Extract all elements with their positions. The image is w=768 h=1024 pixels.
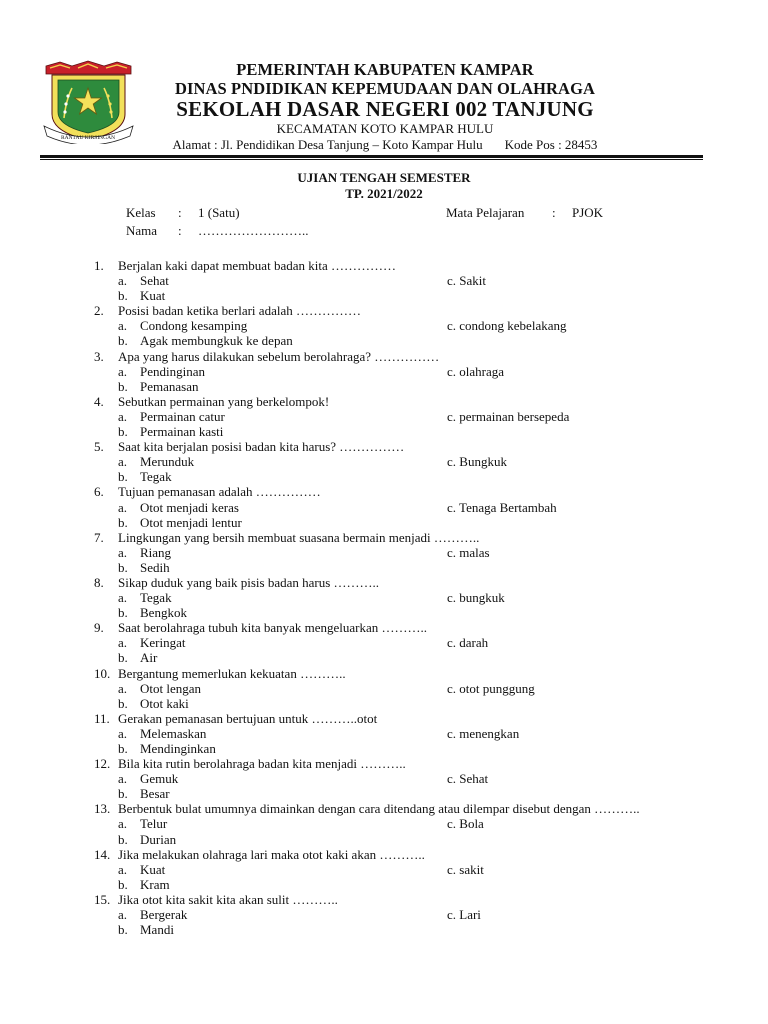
option-row — [94, 424, 694, 439]
letterhead-government: PEMERINTAH KABUPATEN KAMPAR — [236, 60, 534, 79]
option-b: Otot menjadi lentur — [140, 514, 242, 530]
question-text: Gerakan pemanasan bertujuan untuk ………..otot — [118, 710, 378, 726]
option-a: Pendinginan — [140, 363, 205, 379]
question-stem — [94, 801, 694, 816]
option-letter: a. — [118, 861, 128, 877]
question-item — [94, 666, 694, 711]
option-a: Riang — [140, 544, 172, 560]
option-letter: a. — [118, 363, 128, 379]
option-b: Mendinginkan — [140, 741, 216, 756]
option-row — [94, 364, 694, 379]
option-letter: a. — [118, 590, 128, 606]
question-text: Berbentuk bulat umumnya dimainkan dengan cara ditendang atau dilempar disebut dengan ……….. — [118, 801, 640, 817]
option-letter: b. — [118, 650, 128, 666]
question-item — [94, 484, 694, 529]
option-letter: b. — [118, 786, 128, 802]
option-row — [94, 288, 694, 303]
question-stem — [94, 711, 694, 726]
question-number: 9. — [94, 620, 104, 636]
option-b: Agak membungkuk ke depan — [140, 333, 293, 349]
question-number: 6. — [94, 484, 104, 500]
option-letter: b. — [118, 741, 128, 756]
question-text: Jika otot kita sakit kita akan sulit ……….. — [118, 891, 338, 907]
option-row — [94, 696, 694, 711]
option-a: Sehat — [140, 273, 169, 289]
question-number: 7. — [94, 529, 104, 545]
question-text: Sikap duduk yang baik pisis badan harus ……….. — [118, 574, 380, 590]
option-c: c. menengkan — [447, 725, 520, 741]
option-c: c. condong kebelakang — [447, 318, 567, 334]
option-a: Otot lengan — [140, 680, 202, 696]
question-text: Berjalan kaki dapat membuat badan kita …………… — [118, 258, 396, 273]
option-letter: b. — [118, 695, 128, 711]
question-number: 8. — [94, 574, 104, 590]
option-a: Telur — [140, 816, 168, 832]
option-row — [94, 590, 694, 605]
nama-blank: …………………….. — [198, 223, 309, 238]
question-text: Bila kita rutin berolahraga badan kita menjadi ……….. — [118, 756, 406, 772]
option-a: Otot menjadi keras — [140, 499, 239, 515]
question-list — [94, 258, 694, 937]
option-row — [94, 832, 694, 847]
question-stem — [94, 530, 694, 545]
question-text: Posisi badan ketika berlari adalah …………… — [118, 303, 361, 319]
option-letter: a. — [118, 816, 128, 832]
option-row — [94, 545, 694, 560]
question-item — [94, 575, 694, 620]
option-c: c. Lari — [447, 907, 481, 923]
question-number: 13. — [94, 801, 111, 817]
option-letter: b. — [118, 922, 128, 938]
option-letter: a. — [118, 544, 128, 560]
option-c: c. Bola — [447, 816, 484, 832]
option-row — [94, 726, 694, 741]
option-row — [94, 877, 694, 892]
letterhead-department: DINAS PNDIDIKAN KEPEMUDAAN DAN OLAHRAGA — [174, 79, 596, 98]
option-row — [94, 741, 694, 756]
option-b: Pemanasan — [140, 378, 199, 394]
option-c: c. bungkuk — [447, 590, 505, 606]
question-number: 15. — [94, 891, 111, 907]
question-item — [94, 620, 694, 665]
question-number: 5. — [94, 439, 104, 455]
mapel-colon: : — [552, 205, 556, 220]
option-row — [94, 635, 694, 650]
question-number: 11. — [94, 710, 110, 726]
option-b: Mandi — [140, 922, 174, 938]
mapel-value: PJOK — [572, 205, 604, 220]
option-a: Condong kesamping — [140, 318, 248, 334]
option-letter: b. — [118, 378, 128, 394]
option-row — [94, 681, 694, 696]
option-row — [94, 816, 694, 831]
option-letter: a. — [118, 635, 128, 651]
option-c: c. olahraga — [447, 363, 505, 379]
option-a: Gemuk — [140, 771, 179, 787]
question-stem — [94, 303, 694, 318]
option-row — [94, 318, 694, 333]
option-b: Otot kaki — [140, 695, 189, 711]
question-number: 1. — [94, 258, 104, 273]
option-c: c. Bungkuk — [447, 454, 507, 470]
question-item — [94, 711, 694, 756]
option-row — [94, 379, 694, 394]
option-letter: b. — [118, 559, 128, 575]
option-letter: a. — [118, 499, 128, 515]
student-info — [0, 205, 768, 241]
option-letter: b. — [118, 605, 128, 621]
option-row — [94, 515, 694, 530]
option-a: Keringat — [140, 635, 186, 651]
question-item — [94, 349, 694, 394]
option-row — [94, 273, 694, 288]
letterhead-divider — [40, 155, 703, 160]
option-row — [94, 786, 694, 801]
option-letter: b. — [118, 831, 128, 847]
option-c: c. Tenaga Bertambah — [447, 499, 557, 515]
kelas-label: Kelas — [126, 205, 156, 220]
option-row — [94, 333, 694, 348]
question-number: 14. — [94, 846, 111, 862]
logo-motto: RANTAU KIRSINGAN — [60, 135, 116, 141]
option-b: Tegak — [140, 469, 172, 485]
option-letter: b. — [118, 424, 128, 440]
option-a: Kuat — [140, 861, 166, 877]
letterhead — [130, 60, 640, 152]
question-stem — [94, 349, 694, 364]
option-row — [94, 560, 694, 575]
option-row — [94, 650, 694, 665]
option-b: Air — [140, 650, 158, 666]
option-row — [94, 409, 694, 424]
school-emblem-logo — [42, 60, 135, 144]
question-text: Saat berolahraga tubuh kita banyak mengeluarkan ……….. — [118, 620, 428, 636]
option-letter: a. — [118, 725, 128, 741]
question-stem — [94, 258, 694, 273]
option-c: c. sakit — [447, 861, 484, 877]
option-letter: a. — [118, 771, 128, 787]
question-stem — [94, 756, 694, 771]
question-stem — [94, 484, 694, 499]
option-c: c. malas — [447, 544, 490, 560]
option-b: Kuat — [140, 288, 166, 304]
option-letter: a. — [118, 273, 128, 289]
option-letter: b. — [118, 469, 128, 485]
question-number: 3. — [94, 348, 104, 364]
option-c: c. Sehat — [447, 771, 489, 787]
option-letter: b. — [118, 876, 128, 892]
option-b: Permainan kasti — [140, 424, 224, 440]
question-item — [94, 756, 694, 801]
question-item — [94, 439, 694, 484]
option-row — [94, 469, 694, 484]
option-b: Durian — [140, 831, 177, 847]
question-text: Sebutkan permainan yang berkelompok! — [118, 393, 330, 409]
option-letter: a. — [118, 907, 128, 923]
option-row — [94, 922, 694, 937]
option-row — [94, 771, 694, 786]
option-row — [94, 500, 694, 515]
option-c: c. permainan bersepeda — [447, 408, 570, 424]
mapel-label: Mata Pelajaran — [446, 205, 525, 220]
address-text: Alamat : Jl. Pendidikan Desa Tanjung – Koto Kampar Hulu — [172, 137, 483, 152]
option-letter: a. — [118, 318, 128, 334]
question-stem — [94, 620, 694, 635]
question-item — [94, 847, 694, 892]
option-a: Bergerak — [140, 907, 188, 923]
question-stem — [94, 892, 694, 907]
option-b: Bengkok — [140, 605, 187, 621]
question-number: 4. — [94, 393, 104, 409]
option-a: Melemaskan — [140, 725, 207, 741]
letterhead-school-name: SEKOLAH DASAR NEGERI 002 TANJUNG — [176, 97, 594, 121]
question-stem — [94, 575, 694, 590]
question-text: Saat kita berjalan posisi badan kita harus? …………… — [118, 439, 405, 455]
option-row — [94, 454, 694, 469]
question-text: Tujuan pemanasan adalah …………… — [118, 484, 321, 500]
option-letter: a. — [118, 680, 128, 696]
letterhead-address — [130, 137, 640, 152]
letterhead-district: KECAMATAN KOTO KAMPAR HULU — [276, 121, 494, 136]
question-item — [94, 258, 694, 303]
option-a: Permainan catur — [140, 408, 225, 424]
option-row — [94, 605, 694, 620]
option-b: Besar — [140, 786, 170, 802]
option-a: Tegak — [140, 590, 172, 606]
option-row — [94, 907, 694, 922]
option-letter: b. — [118, 288, 128, 304]
exam-year: TP. 2021/2022 — [345, 186, 423, 201]
question-number: 10. — [94, 665, 111, 681]
kelas-value: 1 (Satu) — [198, 205, 240, 220]
option-row — [94, 862, 694, 877]
question-number: 12. — [94, 756, 111, 772]
question-item — [94, 801, 694, 846]
option-a: Merunduk — [140, 454, 195, 470]
question-text: Apa yang harus dilakukan sebelum berolahraga? …………… — [118, 348, 440, 364]
question-text: Bergantung memerlukan kekuatan ……….. — [118, 665, 346, 681]
question-item — [94, 530, 694, 575]
option-c: c. darah — [447, 635, 489, 651]
option-c: c. Sakit — [447, 273, 486, 289]
exam-title-text: UJIAN TENGAH SEMESTER — [297, 170, 471, 185]
exam-title — [0, 170, 768, 202]
question-text: Lingkungan yang bersih membuat suasana bermain menjadi ……….. — [118, 529, 480, 545]
question-stem — [94, 394, 694, 409]
postal-code: Kode Pos : 28453 — [504, 137, 598, 152]
question-stem — [94, 847, 694, 862]
question-item — [94, 303, 694, 348]
option-letter: b. — [118, 514, 128, 530]
question-item — [94, 892, 694, 937]
option-letter: a. — [118, 454, 128, 470]
option-letter: a. — [118, 408, 128, 424]
nama-label: Nama — [126, 223, 158, 238]
option-b: Kram — [140, 876, 170, 892]
kelas-colon: : — [178, 205, 182, 220]
nama-colon: : — [178, 223, 182, 238]
question-stem — [94, 666, 694, 681]
question-number: 2. — [94, 303, 104, 319]
question-stem — [94, 439, 694, 454]
question-text: Jika melakukan olahraga lari maka otot kaki akan ……….. — [118, 846, 425, 862]
option-b: Sedih — [140, 559, 170, 575]
option-c: c. otot punggung — [447, 680, 535, 696]
option-letter: b. — [118, 333, 128, 349]
question-item — [94, 394, 694, 439]
